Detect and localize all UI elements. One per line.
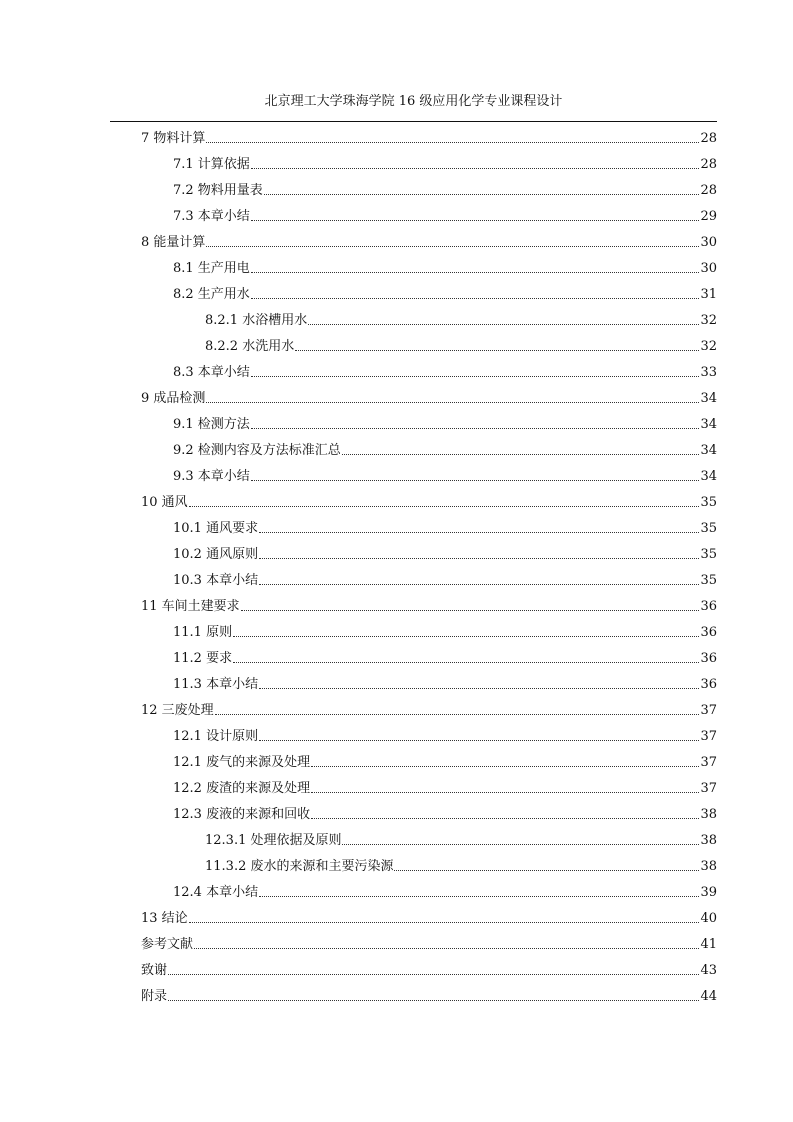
toc-entry-label: 附录 [141, 989, 168, 1004]
toc-entry-page-number: 28 [700, 183, 717, 198]
toc-entry-label: 7 物料计算 [141, 131, 206, 146]
toc-entry-page-number: 33 [700, 365, 717, 380]
toc-entry-label: 12.1 设计原则 [173, 729, 259, 744]
toc-dot-leader [251, 298, 700, 299]
toc-entry[interactable] [173, 875, 717, 901]
toc-dot-leader [311, 766, 699, 767]
toc-entry-label: 7.2 物料用量表 [173, 183, 263, 198]
toc-dot-leader [206, 246, 699, 247]
toc-entry[interactable] [173, 277, 717, 303]
toc-entry-label: 7.3 本章小结 [173, 209, 250, 224]
toc-dot-leader [394, 870, 699, 871]
toc-entry-page-number: 34 [700, 391, 717, 406]
toc-dot-leader [168, 974, 699, 975]
toc-entry-label: 7.1 计算依据 [173, 157, 250, 172]
toc-entry[interactable] [173, 511, 717, 537]
toc-entry[interactable] [141, 225, 717, 251]
toc-entry-label: 10 通风 [141, 495, 188, 510]
toc-dot-leader [259, 532, 699, 533]
toc-entry[interactable] [141, 979, 717, 1005]
toc-entry-page-number: 36 [700, 677, 717, 692]
toc-entry-page-number: 37 [700, 729, 717, 744]
toc-entry[interactable] [173, 745, 717, 771]
toc-entry-label: 12.1 废气的来源及处理 [173, 755, 311, 770]
toc-entry-label: 9 成品检测 [141, 391, 206, 406]
toc-entry[interactable] [173, 641, 717, 667]
toc-entry-page-number: 39 [700, 885, 717, 900]
toc-entry[interactable] [173, 173, 717, 199]
toc-entry-label: 12.4 本章小结 [173, 885, 259, 900]
toc-dot-leader [206, 142, 699, 143]
toc-dot-leader [189, 506, 700, 507]
toc-entry-label: 11.1 原则 [173, 625, 233, 640]
toc-entry-page-number: 36 [700, 651, 717, 666]
toc-dot-leader [259, 584, 699, 585]
toc-entry[interactable] [173, 771, 717, 797]
toc-dot-leader [194, 948, 699, 949]
toc-entry[interactable] [173, 407, 717, 433]
toc-dot-leader [342, 454, 700, 455]
toc-entry-label: 9.1 检测方法 [173, 417, 250, 432]
toc-entry-page-number: 32 [700, 313, 717, 328]
toc-entry-page-number: 35 [700, 573, 717, 588]
toc-entry-label: 10.1 通风要求 [173, 521, 259, 536]
toc-entry[interactable] [141, 693, 717, 719]
toc-dot-leader [251, 376, 700, 377]
toc-dot-leader [189, 922, 700, 923]
toc-entry-page-number: 35 [700, 547, 717, 562]
toc-dot-leader [241, 610, 700, 611]
toc-entry-page-number: 36 [700, 625, 717, 640]
toc-entry-page-number: 34 [700, 417, 717, 432]
toc-entry-page-number: 34 [700, 469, 717, 484]
toc-entry[interactable] [173, 797, 717, 823]
toc-entry-page-number: 38 [700, 807, 717, 822]
toc-entry-label: 致谢 [141, 963, 168, 978]
toc-entry-label: 10.2 通风原则 [173, 547, 259, 562]
toc-entry[interactable] [205, 849, 717, 875]
toc-dot-leader [308, 324, 699, 325]
toc-entry-label: 11.3 本章小结 [173, 677, 259, 692]
toc-dot-leader [251, 480, 700, 481]
toc-entry-label: 12 三废处理 [141, 703, 214, 718]
toc-entry-page-number: 36 [700, 599, 717, 614]
toc-entry[interactable] [173, 719, 717, 745]
toc-entry[interactable] [141, 381, 717, 407]
toc-entry-page-number: 37 [700, 703, 717, 718]
toc-entry[interactable] [141, 901, 717, 927]
toc-entry-page-number: 35 [700, 495, 717, 510]
toc-entry-page-number: 37 [700, 755, 717, 770]
toc-entry-label: 11.2 要求 [173, 651, 233, 666]
toc-dot-leader [215, 714, 700, 715]
toc-entry-label: 12.2 废渣的来源及处理 [173, 781, 311, 796]
toc-entry-label: 8 能量计算 [141, 235, 206, 250]
toc-entry-page-number: 28 [700, 157, 717, 172]
toc-dot-leader [251, 272, 700, 273]
toc-entry-page-number: 31 [700, 287, 717, 302]
toc-entry[interactable] [205, 823, 717, 849]
toc-entry-label: 12.3.1 处理依据及原则 [205, 833, 342, 848]
toc-dot-leader [168, 1000, 699, 1001]
toc-entry[interactable] [205, 303, 717, 329]
toc-dot-leader [295, 350, 699, 351]
toc-dot-leader [251, 168, 700, 169]
toc-entry[interactable] [141, 953, 717, 979]
toc-dot-leader [259, 740, 699, 741]
toc-entry-label: 13 结论 [141, 911, 188, 926]
toc-entry-page-number: 28 [700, 131, 717, 146]
toc-entry[interactable] [173, 615, 717, 641]
toc-entry-page-number: 29 [700, 209, 717, 224]
toc-entry-page-number: 40 [700, 911, 717, 926]
toc-entry-page-number: 35 [700, 521, 717, 536]
toc-dot-leader [259, 688, 699, 689]
toc-entry-label: 8.2 生产用水 [173, 287, 250, 302]
toc-entry-page-number: 34 [700, 443, 717, 458]
toc-entry-label: 11 车间土建要求 [141, 599, 240, 614]
toc-entry-page-number: 43 [700, 963, 717, 978]
toc-entry-label: 10.3 本章小结 [173, 573, 259, 588]
toc-dot-leader [251, 428, 700, 429]
toc-dot-leader [342, 844, 699, 845]
page-header-title: 北京理工大学珠海学院 16 级应用化学专业课程设计 [264, 94, 563, 109]
toc-entry[interactable] [173, 667, 717, 693]
toc-entry-label: 11.3.2 废水的来源和主要污染源 [205, 859, 394, 874]
toc-entry[interactable] [141, 485, 717, 511]
toc-entry[interactable] [173, 147, 717, 173]
toc-entry[interactable] [141, 927, 717, 953]
toc-dot-leader [259, 896, 699, 897]
toc-entry-label: 8.1 生产用电 [173, 261, 250, 276]
toc-entry-label: 8.2.1 水浴槽用水 [205, 313, 308, 328]
toc-entry-label: 9.2 检测内容及方法标准汇总 [173, 443, 341, 458]
toc-entry-page-number: 41 [700, 937, 717, 952]
toc-entry[interactable] [173, 433, 717, 459]
toc-entry-label: 9.3 本章小结 [173, 469, 250, 484]
toc-entry-page-number: 37 [700, 781, 717, 796]
toc-entry[interactable] [173, 459, 717, 485]
toc-entry-page-number: 30 [700, 261, 717, 276]
toc-entry-page-number: 32 [700, 339, 717, 354]
toc-entry-label: 8.2.2 水洗用水 [205, 339, 295, 354]
toc-dot-leader [259, 558, 699, 559]
toc-entry-label: 8.3 本章小结 [173, 365, 250, 380]
toc-entry[interactable] [205, 329, 717, 355]
toc-dot-leader [311, 818, 699, 819]
toc-dot-leader [206, 402, 699, 403]
toc-dot-leader [311, 792, 699, 793]
toc-entry-label: 12.3 废液的来源和回收 [173, 807, 311, 822]
toc-entry[interactable] [173, 355, 717, 381]
toc-dot-leader [264, 194, 700, 195]
toc-entry-page-number: 38 [700, 859, 717, 874]
toc-entry-page-number: 38 [700, 833, 717, 848]
toc-dot-leader [233, 662, 699, 663]
toc-entry[interactable] [141, 589, 717, 615]
toc-entry-page-number: 44 [700, 989, 717, 1004]
toc-entry[interactable] [173, 563, 717, 589]
toc-entry[interactable] [173, 251, 717, 277]
toc-entry[interactable] [173, 537, 717, 563]
toc-dot-leader [233, 636, 699, 637]
toc-entry-label: 参考文献 [141, 937, 194, 952]
toc-entry[interactable] [173, 199, 717, 225]
toc-entry[interactable] [141, 121, 717, 147]
toc-entry-page-number: 30 [700, 235, 717, 250]
toc-dot-leader [251, 220, 700, 221]
